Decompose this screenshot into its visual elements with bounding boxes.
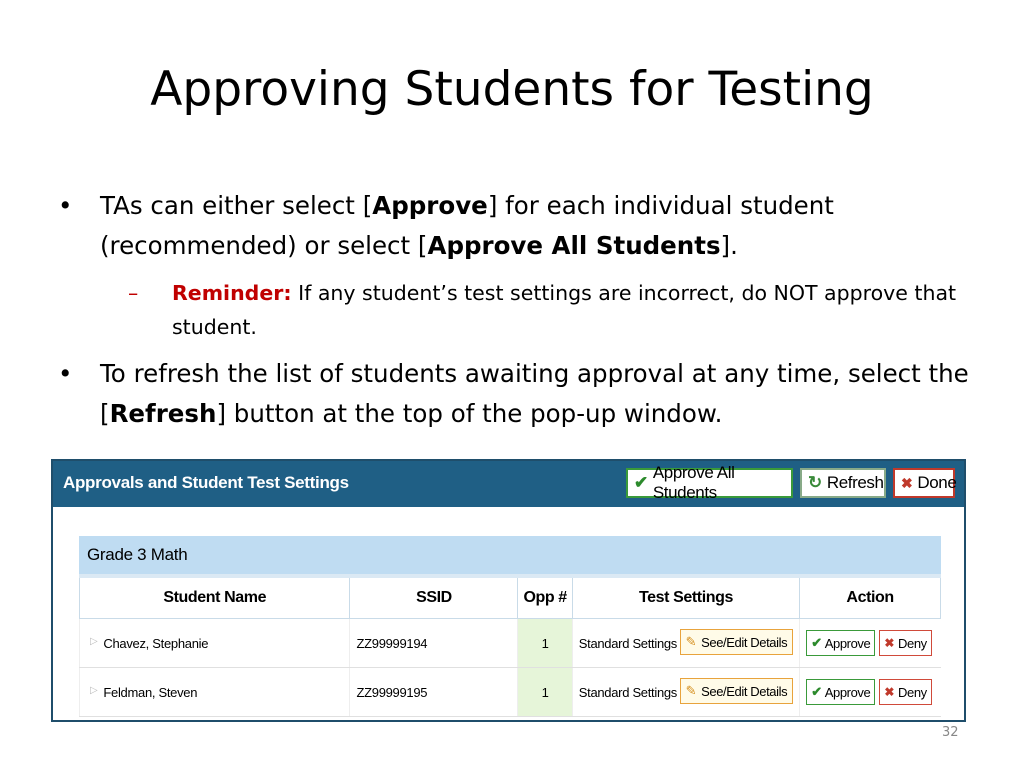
slide-title: Approving Students for Testing — [150, 62, 874, 117]
reminder-text: If any student’s test settings are incorrect, do NOT approve that student. — [172, 281, 957, 339]
approve-label: Approve — [824, 635, 871, 651]
student-name: Feldman, Steven — [103, 684, 198, 700]
reminder-label: Reminder: — [172, 281, 292, 305]
action-cell — [800, 619, 941, 668]
refresh-button[interactable] — [800, 468, 886, 498]
deny-button[interactable] — [879, 679, 931, 705]
deny-button[interactable] — [879, 630, 931, 656]
pencil-icon: ✎ — [685, 634, 697, 649]
approve-all-students-button[interactable] — [626, 463, 793, 502]
bullet-approve — [58, 186, 978, 266]
column-header-ssid[interactable]: SSID — [350, 576, 518, 619]
x-icon: ✖ — [901, 474, 913, 491]
column-header-opp[interactable]: Opp # — [518, 576, 572, 619]
approvals-popup — [51, 459, 966, 722]
opp-cell: 1 — [518, 619, 572, 668]
see-edit-details-button[interactable] — [680, 629, 794, 655]
student-name-cell — [80, 619, 350, 668]
check-icon: ✔ — [811, 635, 822, 650]
students-table — [79, 574, 941, 717]
bullet-list — [58, 186, 978, 444]
approve-label: Approve — [824, 684, 871, 700]
check-icon: ✔ — [811, 684, 822, 699]
settings-text: Standard Settings — [578, 684, 678, 700]
deny-label: Deny — [898, 635, 927, 651]
approve-button[interactable] — [806, 630, 875, 656]
sub-bullet-reminder — [128, 276, 978, 344]
opp-cell: 1 — [518, 668, 572, 717]
bullet-dot: • — [58, 359, 73, 388]
see-edit-label: See/Edit Details — [701, 683, 788, 699]
test-settings-cell — [572, 619, 799, 668]
pencil-icon: ✎ — [685, 683, 697, 698]
page-number: 32 — [942, 725, 959, 740]
bullet-text: ] button at the top of the pop-up window. — [216, 399, 723, 428]
bullet-bold-refresh: Refresh — [109, 399, 217, 428]
student-name: Chavez, Stephanie — [103, 635, 209, 651]
popup-header — [53, 461, 964, 507]
bullet-text: To refresh the list of students awaiting approval at any time, select the [ — [100, 359, 969, 428]
table-row — [80, 619, 941, 668]
popup-title: Approvals and Student Test Settings — [63, 473, 349, 492]
action-cell — [800, 668, 941, 717]
check-icon: ✔ — [634, 473, 648, 492]
see-edit-details-button[interactable] — [680, 678, 794, 704]
sub-bullet-dash: – — [128, 281, 139, 305]
ssid-cell: ZZ99999194 — [350, 619, 518, 668]
bullet-text: ] for each individual student (recommended) or select [ — [100, 191, 834, 260]
triangle-right-icon[interactable]: ▷ — [90, 635, 98, 647]
column-header-action: Action — [800, 576, 941, 619]
approve-button[interactable] — [806, 679, 875, 705]
table-header-row — [80, 576, 941, 619]
test-settings-cell — [572, 668, 799, 717]
see-edit-label: See/Edit Details — [701, 634, 788, 650]
x-icon: ✖ — [884, 636, 894, 650]
bullet-bold-approve: Approve — [372, 191, 488, 220]
student-name-cell — [80, 668, 350, 717]
group-title: Grade 3 Math — [79, 536, 941, 574]
refresh-label: Refresh — [826, 473, 884, 492]
bullet-bold-approve-all: Approve All Students — [427, 231, 721, 260]
column-header-test-settings[interactable]: Test Settings — [572, 576, 799, 619]
table-row — [80, 668, 941, 717]
approve-all-label: Approve All Students — [652, 463, 735, 502]
deny-label: Deny — [898, 684, 927, 700]
bullet-text: ]. — [720, 231, 738, 260]
triangle-right-icon[interactable]: ▷ — [90, 684, 98, 696]
x-icon: ✖ — [884, 685, 894, 699]
done-label: Done — [917, 473, 957, 492]
bullet-text: TAs can either select [ — [100, 191, 373, 220]
refresh-icon: ↻ — [808, 473, 822, 492]
bullet-refresh — [58, 354, 978, 434]
done-button[interactable] — [893, 468, 955, 498]
column-header-student-name[interactable]: Student Name — [80, 576, 350, 619]
ssid-cell: ZZ99999195 — [350, 668, 518, 717]
settings-text: Standard Settings — [578, 635, 678, 651]
bullet-dot: • — [58, 191, 73, 220]
